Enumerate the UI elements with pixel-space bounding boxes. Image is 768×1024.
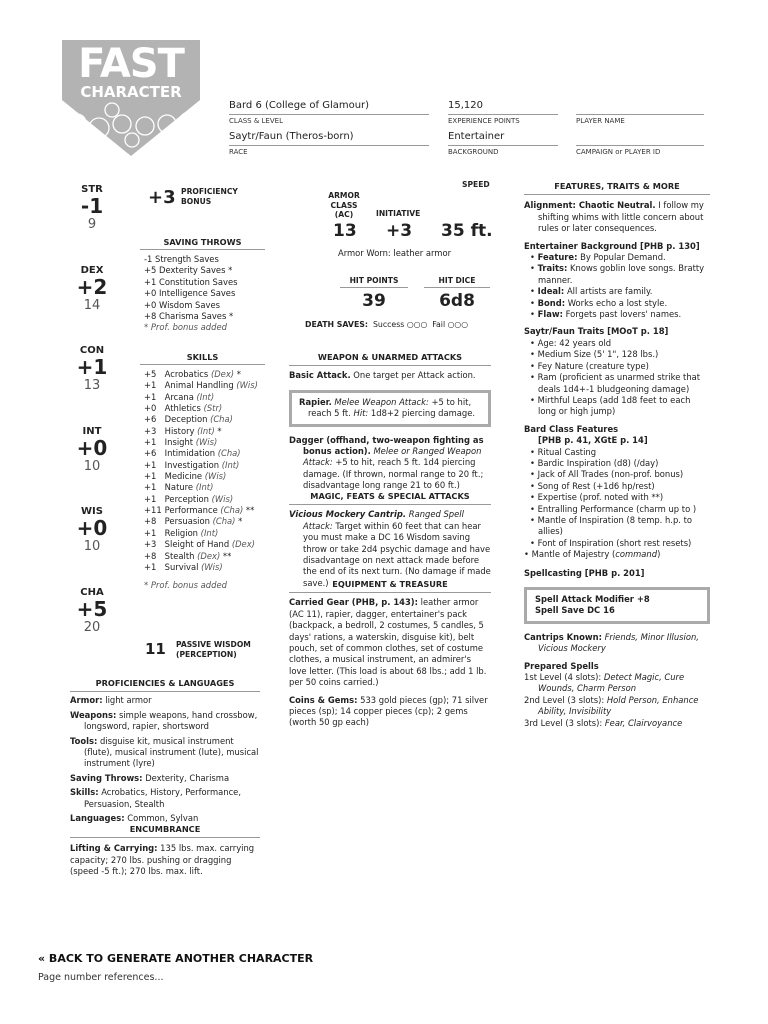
skill-name: Insight [164,437,194,448]
skill-name: Animal Handling [164,380,234,391]
skill-name: Religion [164,527,198,538]
logo-character: CHARACTER [80,83,182,101]
skill-item [144,437,265,448]
skill-mod: +6 [144,448,157,459]
satyr-item: • Medium Size (5' 1", 128 lbs.) [530,349,659,360]
passive-wisdom-value: 11 [145,640,166,658]
skill-mod: +0 [144,403,157,414]
saving-throw-item: +5 Dexterity Saves * [144,265,233,276]
spell-save: Spell Save DC 16 [535,605,615,616]
skill-mark: * [236,369,241,379]
skill-ability: (Dex) [197,550,221,561]
entertainer-item: • Bond: Works echo a lost style. [530,297,668,308]
armor-worn: Armor Worn: leather armor [338,248,452,258]
prof-languages: Languages: Common, Sylvan [70,813,199,824]
class-level-value: Bard 6 (College of Glamour) [229,100,370,111]
bard-feature-item: • Mantle of Inspiration (8 temp. h.p. to allies) [530,514,693,537]
features [524,181,710,729]
equipment [289,579,491,729]
skill-mod: +5 [144,369,157,379]
skill-item [144,448,265,459]
mantle-majesty: • Mantle of Majestry (command) [524,549,661,560]
ability-score: 14 [83,298,101,313]
skill-name: Nature [164,482,194,493]
proficiency-value: +3 [148,187,176,208]
entertainer-item: • Flaw: Forgets past lovers' names. [530,309,682,320]
proficiencies-title: PROFICIENCIES & LANGUAGES [70,678,260,692]
race-line [229,145,429,146]
skill-item [144,392,265,403]
proficiency-label [181,187,238,207]
xp-value: 15,120 [448,100,483,111]
satyr-item: • Ram (proficient as unarmed strike that deals 1d4+-1 bludgeoning damage) [530,372,701,394]
skill-mod: +1 [144,527,157,538]
skill-name: Stealth [164,550,195,561]
bard-list [524,447,710,550]
bard-feature-item: • Font of Inspiration (short rest resets) [530,537,692,548]
attacks-title: WEAPON & UNARMED ATTACKS [289,352,491,366]
bard-feature-item: • Song of Rest (+1d6 hp/rest) [530,480,655,491]
background-label: BACKGROUND [448,148,499,156]
ability-mod: +5 [76,597,108,621]
saving-throws-list [140,254,265,334]
skill-item [144,403,265,414]
skill-mod: +3 [144,425,157,436]
page-refs: Page number references... [38,972,164,983]
initiative-label: INITIATIVE [376,209,421,218]
skills [140,352,265,592]
encumbrance [70,824,260,878]
carried-gear: Carried Gear (PHB, p. 143): leather armor (AC 11), rapier, dagger, entertainer's pack (backpack, a bedroll, 2 costumes, 5 candles, 5 days' rations, a waterskin, disguise kit), belt pouch, set of common clothes, set of costume clothes, a musical instrument, an admirer's love letter. (This load is about 68 lbs.; add 1 lb. per 50 coins carried.) [289,597,487,688]
class-level-label: CLASS & LEVEL [229,117,283,125]
skill-item [144,528,265,539]
spell-box [524,587,710,624]
magic-title: MAGIC, FEATS & SPECIAL ATTACKS [289,491,491,505]
speed-label: SPEED [462,180,490,189]
passive-label-line2: (PERCEPTION) [176,650,237,659]
prof-saving-throws: Saving Throws: Dexterity, Charisma [70,772,230,783]
bard-feature-item: • Ritual Casting [530,446,597,457]
xp-label: EXPERIENCE POINTS [448,117,520,125]
entertainer-list [524,252,710,320]
ability-name: DEX [80,265,104,276]
skills-title: SKILLS [140,352,265,365]
entertainer-item: • Traits: Knows goblin love songs. Bratty manner. [530,263,705,285]
skill-ability: (Wis) [201,561,223,572]
prof-armor: Armor: light armor [70,695,152,706]
entertainer-item: • Feature: By Popular Demand. [530,252,666,263]
skill-ability: (Int) [195,482,214,493]
bard-feature-item: • Bardic Inspiration (d8) (/day) [530,457,659,468]
skill-ability: (Dex) [231,539,255,550]
skill-ability: (Cha) [210,414,233,425]
vicious-mockery: Vicious Mockery Cantrip. Ranged Spell Attack: Target within 60 feet that can hear you must make a DC 16 Wisdom saving throw or take 2d4 psychic damage and have disadvantage on next attack made before the end of its next turn. (No damage if made save.) [289,509,491,588]
skill-item [144,482,265,493]
background-line [448,145,558,146]
ability-name: CON [79,345,105,356]
skill-item [144,516,265,527]
spell-level-3: 3rd Level (3 slots): Fear, Clairvoyance [524,717,683,728]
bard-feature-item: • Expertise (prof. noted with **) [530,492,664,503]
skill-mark: ** [245,505,255,516]
ability-mod: +0 [76,516,108,540]
skill-mark: * [217,425,222,436]
logo-fast: FAST [78,41,184,87]
bard-feature-item: • Entralling Performance (charm up to ) [530,503,697,514]
basic-attack: Basic Attack. One target per Attack action. [289,370,476,381]
skill-mod: +1 [144,459,157,470]
skill-ability: (Int) [197,425,215,436]
prof-skills: Skills: Acrobatics, History, Performance, Persuasion, Stealth [70,787,241,809]
satyr-title: Saytr/Faun Traits [MOoT p. 18] [524,326,669,337]
ability-mod: -1 [80,194,104,218]
hit-points-value: 39 [362,291,386,311]
saving-throws-title: SAVING THROWS [140,237,265,250]
prepared-title: Prepared Spells [524,660,599,671]
race-value: Saytr/Faun (Theros-born) [229,131,354,142]
spellcasting-title: Spellcasting [PHB p. 201] [524,567,645,578]
spell-level-1: 1st Level (4 slots): Detect Magic, Cure Wounds, Charm Person [524,672,685,694]
skill-ability: (Int) [196,391,215,402]
encumbrance-title: ENCUMBRANCE [70,824,260,838]
magic-feats [289,491,491,589]
skill-mod: +8 [144,516,157,527]
skill-name: Performance [164,505,218,516]
skill-ability: (Wis) [204,471,227,482]
satyr-item: • Mirthful Leaps (add 1d8 feet to each long or high jump) [530,394,691,417]
skill-name: Sleight of Hand [164,539,230,550]
ability-mod: +0 [76,436,108,460]
proficiencies-languages [70,678,260,824]
saving-throw-item: -1 Strength Saves [144,254,219,264]
skill-ability: (Wis) [211,493,234,504]
coins-gems: Coins & Gems: 533 gold pieces (gp); 71 silver pieces (sp); 14 copper pieces (cp); 2 gems (worth 50 gp each) [289,694,488,728]
campaign-label: CAMPAIGN or PLAYER ID [576,148,661,156]
skill-mod: +1 [144,437,157,448]
equipment-title: EQUIPMENT & TREASURE [289,579,491,593]
skill-item [144,562,265,573]
ability-str [70,184,114,232]
skill-ability: (Cha) [212,516,236,527]
skill-name: Investigation [164,459,220,470]
ability-name: WIS [81,506,103,517]
skill-name: Acrobatics [164,369,209,379]
race-label: RACE [229,148,248,156]
passive-wisdom-label [176,640,251,660]
hit-dice-value: 6d8 [439,291,475,311]
skill-item [144,460,265,471]
bard-subtitle: [PHB p. 41, XGtE p. 14] [538,435,648,446]
skill-mod: +1 [144,482,157,493]
class-level-line [229,114,429,115]
alignment: Alignment: Chaotic Neutral. I follow my shifting whims with little concern about rules or later consequences. [524,200,704,234]
skill-mod: +11 [144,505,162,516]
ability-score: 20 [83,620,101,635]
skill-name: Survival [164,561,199,572]
skill-ability: (Dex) [210,369,235,379]
skill-name: History [164,425,195,436]
skills-note: * Prof. bonus added [144,580,227,591]
skill-item [144,369,265,380]
passive-label-line1: PASSIVE WISDOM [176,640,251,649]
prof-tools: Tools: disguise kit, musical instrument (flute), musical instrument (lute), musical instrument (lyre) [70,735,259,769]
skill-mod: +1 [144,380,157,391]
player-line [576,114,704,115]
ability-wis [70,506,114,554]
ability-name: STR [81,184,103,195]
ability-score: 13 [83,378,101,393]
death-success-circles[interactable]: ○○○ [406,320,428,329]
ability-name: INT [82,426,102,437]
features-title: FEATURES, TRAITS & MORE [524,181,710,195]
skill-name: Perception [164,493,209,504]
satyr-item: • Fey Nature (creature type) [530,360,649,371]
entertainer-title: Entertainer Background [PHB p. 130] [524,240,700,251]
hit-points-label: HIT POINTS [340,276,408,288]
rapier-attack: Rapier. Melee Weapon Attack: +5 to hit, reach 5 ft. Hit: 1d8+2 piercing damage. [289,390,491,427]
skill-ability: (Wis) [236,380,258,391]
satyr-list [524,338,710,418]
logo [62,40,200,158]
death-fail-circles[interactable]: ○○○ [447,320,469,329]
cantrips: Cantrips Known: Friends, Minor Illusion, Vicious Mockery [524,631,699,654]
skill-item [144,505,265,516]
saving-throw-item: +1 Constitution Saves [144,276,238,287]
skill-name: Intimidation [164,448,216,459]
skill-mark: * [238,516,243,527]
bard-title: Bard Class Features [524,423,619,434]
skill-ability: (Cha) [217,448,241,459]
player-label: PLAYER NAME [576,117,625,125]
skill-item [144,414,265,425]
skill-mod: +1 [144,561,157,572]
skill-item [144,494,265,505]
skill-mod: +1 [144,493,157,504]
xp-line [448,114,558,115]
proficiency-label-line1: PROFICIENCY [181,187,238,196]
ability-int [70,426,114,474]
skill-name: Deception [164,414,208,425]
ability-score: 9 [87,217,97,232]
death-saves [305,319,468,330]
spell-level-2: 2nd Level (3 slots): Hold Person, Enhance Ability, Invisibility [524,694,699,717]
skill-ability: (Cha) [220,505,244,516]
bard-feature-item: • Jack of All Trades (non-prof. bonus) [530,469,684,480]
skill-ability: (Int) [200,527,219,538]
ability-score: 10 [83,459,101,474]
ability-con [70,345,114,393]
ability-score: 10 [83,539,101,554]
hit-dice-label: HIT DICE [424,276,490,288]
skill-name: Persuasion [164,516,210,527]
back-link[interactable]: « BACK TO GENERATE ANOTHER CHARACTER [38,952,314,965]
attacks [289,352,491,492]
initiative-value: +3 [386,221,413,241]
death-fail-label: Fail [432,320,446,329]
ability-name: CHA [80,587,104,598]
saving-throw-item: +0 Wisdom Saves [144,299,220,310]
skill-item [144,551,265,562]
ability-mod: +1 [76,355,108,379]
skill-ability: (Int) [221,459,240,470]
saving-throws [140,237,265,334]
death-saves-label: DEATH SAVES: [305,320,368,329]
ability-cha [70,587,114,635]
proficiency-label-line2: BONUS [181,197,212,206]
spell-attack: Spell Attack Modifier +8 [535,594,650,604]
death-success-label: Success [372,320,405,329]
skill-name: Arcana [164,391,194,402]
background-value: Entertainer [448,131,505,142]
satyr-item: • Age: 42 years old [530,337,612,348]
skills-list [140,369,265,573]
skill-mod: +1 [144,471,157,482]
skill-item [144,539,265,550]
skill-mod: +8 [144,550,157,561]
skill-mark: ** [222,550,232,561]
skill-item [144,471,265,482]
campaign-line [576,145,704,146]
ability-mod: +2 [76,275,108,299]
skill-item [144,426,265,437]
saving-throws-note: * Prof. bonus added [144,322,227,333]
entertainer-item: • Ideal: All artists are family. [530,286,653,297]
skill-name: Medicine [164,471,203,482]
ability-dex [70,265,114,313]
skill-ability: (Wis) [195,437,218,448]
saving-throw-item: +0 Intelligence Saves [144,288,236,299]
skill-mod: +3 [144,539,157,550]
skill-mod: +1 [144,391,157,402]
prof-weapons: Weapons: simple weapons, hand crossbow, longsword, rapier, shortsword [70,709,258,732]
skill-name: Athletics [164,403,201,414]
dagger-attack: Dagger (offhand, two-weapon fighting as bonus action). Melee or Ranged Weapon Attack: +5 to hit, reach 5 ft. 1d4 piercing damage. (If thrown, normal range to 20 ft.; disadvantage long range 21 to 60 ft.) [289,434,484,491]
skill-item [144,380,265,391]
saving-throw-item: +8 Charisma Saves * [144,311,234,322]
encumbrance-text: Lifting & Carrying: 135 lbs. max. carrying capacity; 270 lbs. pushing or dragging (speed -5 ft.); 270 lbs. max. lift. [70,843,255,877]
skill-mod: +6 [144,414,157,425]
skill-ability: (Str) [203,403,223,414]
ac-label: ARMOR CLASS (AC) [328,191,360,219]
ac-value: 13 [333,221,357,241]
speed-value: 35 ft. [441,221,493,241]
